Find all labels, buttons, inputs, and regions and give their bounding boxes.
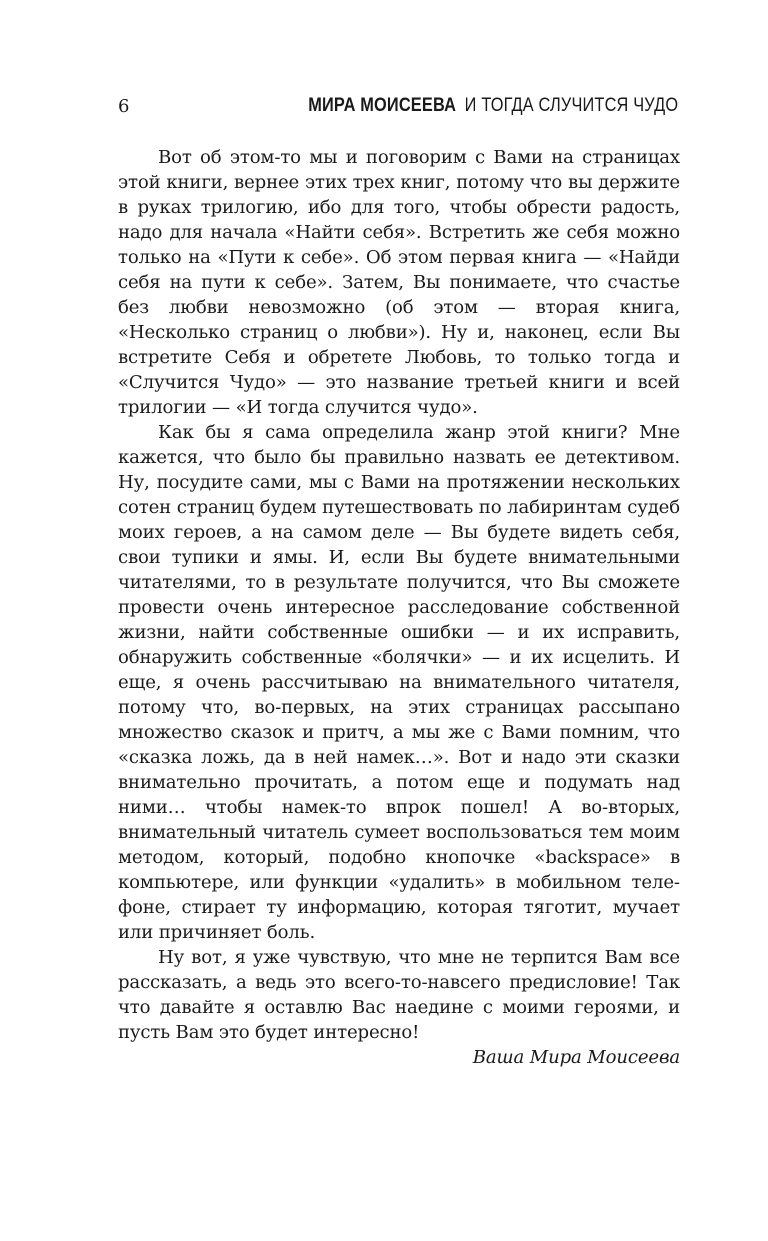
page-number: 6 xyxy=(118,96,130,117)
running-head xyxy=(308,95,678,117)
running-head-title: И ТОГДА СЛУЧИТСЯ ЧУДО xyxy=(464,95,678,116)
paragraph-2: Как бы я сама определила жанр этой книги? Мне кажется, что было бы правильно назвать ее детективом. Ну, посудите сами, мы с Вами на протяжении нескольких сотен страниц будем путешествовать по лабиринтам судеб моих героев, а на самом деле — Вы будете видеть себя, свои тупики и ямы. И, если Вы будете внимательными читателями, то в результате получится, что Вы сможете провести очень интересное расследование собственной жизни, найти собственные ошибки — и их исправить, обнаружить собственные «болячки» — и их исцелить. И еще, я очень рассчитываю на внимательного читателя, потому что, во-первых, на этих страницах рассыпано множество сказок и притч, а мы же с Вами помним, что «сказка ложь, да в ней намек…». Вот и надо эти сказки внимательно прочитать, а потом еще и подумать над ними… чтобы намек-то впрок пошел! А во-вторых, внимательный читатель сумеет воспользоваться тем моим методом, который, подобно кнопочке «backspace» в компьютере, или функции «удалить» в мобильном телефоне, стирает ту информацию, которая тяготит, мучает или причиняет боль. xyxy=(118,422,680,943)
text-block xyxy=(118,145,680,1070)
signature: Ваша Мира Моисеева xyxy=(472,1047,680,1068)
running-head-author: МИРА МОИСЕЕВА xyxy=(307,95,456,116)
paragraph-3: Ну вот, я уже чувствую, что мне не терпится Вам все рассказать, а ведь это всего-то-навсего предисловие! Так что давайте я оставлю Вас наедине с моими героями, и пусть Вам это будет интересно! xyxy=(118,947,680,1043)
paragraph-1: Вот об этом-то мы и поговорим с Вами на страницах этой книги, вернее этих трех книг, потому что вы держите в руках трилогию, ибо для того, чтобы обрести радость, надо для начала «Найти себя». Встретить же себя можно только на «Пути к себе». Об этом первая книга — «Найди себя на пути к себе». Затем, Вы понимаете, что счастье без любви невозможно (об этом — вторая книга, «Несколько страниц о любви»). Ну и, наконец, если Вы встретите Себя и обретете Любовь, то только тогда и «Случится Чудо» — это название третьей книги и всей трилогии — «И тогда случится чудо». xyxy=(118,147,680,418)
